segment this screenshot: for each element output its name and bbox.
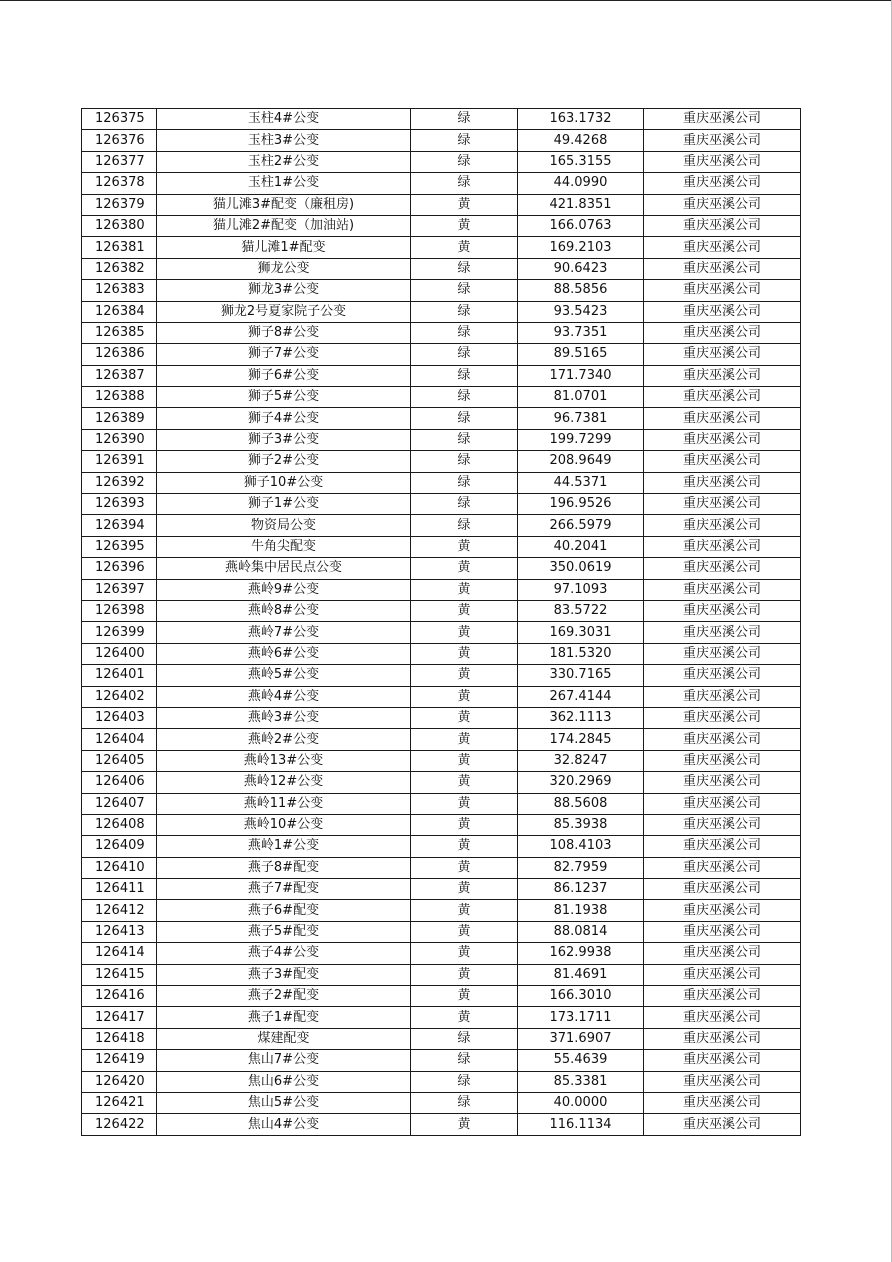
row-id-cell: 126417 [82,1007,157,1028]
status-color-cell: 黄 [411,707,518,728]
value-cell: 108.4103 [518,836,644,857]
table-row [82,109,801,130]
status-color-cell: 黄 [411,215,518,236]
status-color-cell: 黄 [411,237,518,258]
transformer-name-cell: 燕岭1#公变 [157,836,411,857]
row-id-cell: 126381 [82,237,157,258]
transformer-name-cell: 燕岭2#公变 [157,729,411,750]
status-color-cell: 绿 [411,173,518,194]
row-id-cell: 126400 [82,643,157,664]
company-cell: 重庆巫溪公司 [644,793,801,814]
company-cell: 重庆巫溪公司 [644,750,801,771]
row-id-cell: 126406 [82,772,157,793]
table-row [82,643,801,664]
row-id-cell: 126409 [82,836,157,857]
value-cell: 162.9938 [518,943,644,964]
transformer-name-cell: 燕岭7#公变 [157,622,411,643]
table-row [82,707,801,728]
company-cell: 重庆巫溪公司 [644,151,801,172]
transformer-name-cell: 狮子6#公变 [157,365,411,386]
company-cell: 重庆巫溪公司 [644,494,801,515]
value-cell: 88.5856 [518,280,644,301]
transformer-name-cell: 狮子1#公变 [157,494,411,515]
company-cell: 重庆巫溪公司 [644,622,801,643]
value-cell: 163.1732 [518,109,644,130]
company-cell: 重庆巫溪公司 [644,1092,801,1113]
company-cell: 重庆巫溪公司 [644,472,801,493]
value-cell: 166.3010 [518,986,644,1007]
status-color-cell: 绿 [411,472,518,493]
status-color-cell: 黄 [411,943,518,964]
status-color-cell: 黄 [411,772,518,793]
row-id-cell: 126411 [82,879,157,900]
value-cell: 97.1093 [518,579,644,600]
transformer-name-cell: 焦山5#公变 [157,1092,411,1113]
company-cell: 重庆巫溪公司 [644,344,801,365]
row-id-cell: 126377 [82,151,157,172]
value-cell: 171.7340 [518,365,644,386]
transformer-name-cell: 猫儿滩3#配变（廉租房) [157,194,411,215]
value-cell: 55.4639 [518,1050,644,1071]
value-cell: 165.3155 [518,151,644,172]
status-color-cell: 黄 [411,558,518,579]
company-cell: 重庆巫溪公司 [644,579,801,600]
row-id-cell: 126384 [82,301,157,322]
value-cell: 199.7299 [518,429,644,450]
table-row [82,814,801,835]
value-cell: 88.5608 [518,793,644,814]
transformer-name-cell: 狮龙2号夏家院子公变 [157,301,411,322]
row-id-cell: 126401 [82,665,157,686]
value-cell: 166.0763 [518,215,644,236]
status-color-cell: 黄 [411,814,518,835]
value-cell: 49.4268 [518,130,644,151]
value-cell: 96.7381 [518,408,644,429]
row-id-cell: 126410 [82,857,157,878]
table-row [82,344,801,365]
transformer-name-cell: 燕岭13#公变 [157,750,411,771]
transformer-name-cell: 煤建配变 [157,1028,411,1049]
transformer-name-cell: 狮子7#公变 [157,344,411,365]
table-row [82,1050,801,1071]
row-id-cell: 126396 [82,558,157,579]
table-row [82,1114,801,1135]
row-id-cell: 126393 [82,494,157,515]
transformer-name-cell: 燕岭6#公变 [157,643,411,664]
company-cell: 重庆巫溪公司 [644,322,801,343]
value-cell: 83.5722 [518,600,644,621]
table-row [82,1071,801,1092]
table-row [82,750,801,771]
company-cell: 重庆巫溪公司 [644,1071,801,1092]
company-cell: 重庆巫溪公司 [644,879,801,900]
company-cell: 重庆巫溪公司 [644,130,801,151]
row-id-cell: 126418 [82,1028,157,1049]
row-id-cell: 126383 [82,280,157,301]
status-color-cell: 黄 [411,194,518,215]
table-row [82,151,801,172]
company-cell: 重庆巫溪公司 [644,836,801,857]
status-color-cell: 绿 [411,451,518,472]
transformer-name-cell: 猫儿滩1#配变 [157,237,411,258]
company-cell: 重庆巫溪公司 [644,643,801,664]
row-id-cell: 126398 [82,600,157,621]
transformer-name-cell: 玉柱2#公变 [157,151,411,172]
value-cell: 90.6423 [518,258,644,279]
row-id-cell: 126413 [82,921,157,942]
status-color-cell: 黄 [411,750,518,771]
table-row [82,857,801,878]
transformer-name-cell: 燕子2#配变 [157,986,411,1007]
value-cell: 93.7351 [518,322,644,343]
status-color-cell: 绿 [411,429,518,450]
company-cell: 重庆巫溪公司 [644,772,801,793]
company-cell: 重庆巫溪公司 [644,237,801,258]
table-row [82,579,801,600]
row-id-cell: 126379 [82,194,157,215]
row-id-cell: 126408 [82,814,157,835]
transformer-name-cell: 玉柱3#公变 [157,130,411,151]
table-row [82,408,801,429]
table-row [82,237,801,258]
page-top-rule [0,0,892,1]
value-cell: 81.0701 [518,387,644,408]
status-color-cell: 绿 [411,280,518,301]
table-row [82,943,801,964]
transformer-name-cell: 狮子5#公变 [157,387,411,408]
table-row [82,921,801,942]
value-cell: 330.7165 [518,665,644,686]
company-cell: 重庆巫溪公司 [644,900,801,921]
value-cell: 169.3031 [518,622,644,643]
status-color-cell: 绿 [411,365,518,386]
row-id-cell: 126420 [82,1071,157,1092]
value-cell: 173.1711 [518,1007,644,1028]
row-id-cell: 126391 [82,451,157,472]
value-cell: 196.9526 [518,494,644,515]
row-id-cell: 126385 [82,322,157,343]
table-row [82,558,801,579]
value-cell: 320.2969 [518,772,644,793]
company-cell: 重庆巫溪公司 [644,215,801,236]
transformer-name-cell: 燕岭集中居民点公变 [157,558,411,579]
company-cell: 重庆巫溪公司 [644,986,801,1007]
table-row [82,1007,801,1028]
company-cell: 重庆巫溪公司 [644,729,801,750]
table-row [82,387,801,408]
company-cell: 重庆巫溪公司 [644,665,801,686]
status-color-cell: 黄 [411,836,518,857]
transformer-name-cell: 燕岭11#公变 [157,793,411,814]
transformer-name-cell: 燕子5#配变 [157,921,411,942]
transformer-name-cell: 燕子6#配变 [157,900,411,921]
company-cell: 重庆巫溪公司 [644,194,801,215]
row-id-cell: 126416 [82,986,157,1007]
company-cell: 重庆巫溪公司 [644,943,801,964]
table-row [82,280,801,301]
row-id-cell: 126412 [82,900,157,921]
status-color-cell: 黄 [411,622,518,643]
status-color-cell: 绿 [411,1028,518,1049]
company-cell: 重庆巫溪公司 [644,600,801,621]
value-cell: 82.7959 [518,857,644,878]
row-id-cell: 126386 [82,344,157,365]
company-cell: 重庆巫溪公司 [644,1114,801,1135]
row-id-cell: 126407 [82,793,157,814]
status-color-cell: 黄 [411,1007,518,1028]
value-cell: 350.0619 [518,558,644,579]
status-color-cell: 黄 [411,665,518,686]
transformer-name-cell: 燕岭8#公变 [157,600,411,621]
transformer-name-cell: 狮龙公变 [157,258,411,279]
value-cell: 32.8247 [518,750,644,771]
table-row [82,301,801,322]
value-cell: 89.5165 [518,344,644,365]
company-cell: 重庆巫溪公司 [644,258,801,279]
value-cell: 421.8351 [518,194,644,215]
company-cell: 重庆巫溪公司 [644,857,801,878]
company-cell: 重庆巫溪公司 [644,686,801,707]
status-color-cell: 黄 [411,857,518,878]
table-row [82,836,801,857]
transformer-name-cell: 焦山4#公变 [157,1114,411,1135]
company-cell: 重庆巫溪公司 [644,964,801,985]
row-id-cell: 126376 [82,130,157,151]
transformer-name-cell: 玉柱4#公变 [157,109,411,130]
status-color-cell: 绿 [411,1092,518,1113]
status-color-cell: 绿 [411,387,518,408]
company-cell: 重庆巫溪公司 [644,814,801,835]
value-cell: 267.4144 [518,686,644,707]
status-color-cell: 黄 [411,729,518,750]
row-id-cell: 126399 [82,622,157,643]
transformer-name-cell: 燕子3#配变 [157,964,411,985]
status-color-cell: 黄 [411,579,518,600]
status-color-cell: 黄 [411,600,518,621]
row-id-cell: 126414 [82,943,157,964]
row-id-cell: 126380 [82,215,157,236]
row-id-cell: 126389 [82,408,157,429]
company-cell: 重庆巫溪公司 [644,301,801,322]
status-color-cell: 绿 [411,408,518,429]
transformer-name-cell: 燕岭5#公变 [157,665,411,686]
company-cell: 重庆巫溪公司 [644,451,801,472]
transformer-name-cell: 牛角尖配变 [157,536,411,557]
transformer-name-cell: 狮子2#公变 [157,451,411,472]
company-cell: 重庆巫溪公司 [644,1028,801,1049]
row-id-cell: 126419 [82,1050,157,1071]
value-cell: 85.3381 [518,1071,644,1092]
row-id-cell: 126405 [82,750,157,771]
value-cell: 44.0990 [518,173,644,194]
transformer-name-cell: 猫儿滩2#配变（加油站) [157,215,411,236]
status-color-cell: 黄 [411,643,518,664]
table-row [82,472,801,493]
table-row [82,686,801,707]
table-row [82,665,801,686]
table-row [82,900,801,921]
transformer-name-cell: 物资局公变 [157,515,411,536]
value-cell: 208.9649 [518,451,644,472]
status-color-cell: 绿 [411,258,518,279]
table-row [82,1092,801,1113]
transformer-name-cell: 燕岭9#公变 [157,579,411,600]
transformer-name-cell: 燕岭4#公变 [157,686,411,707]
transformer-name-cell: 燕岭12#公变 [157,772,411,793]
table-row [82,194,801,215]
value-cell: 81.1938 [518,900,644,921]
transformer-name-cell: 焦山7#公变 [157,1050,411,1071]
transformer-name-cell: 燕子1#配变 [157,1007,411,1028]
table-row [82,964,801,985]
row-id-cell: 126388 [82,387,157,408]
table-row [82,258,801,279]
company-cell: 重庆巫溪公司 [644,1007,801,1028]
transformer-name-cell: 焦山6#公变 [157,1071,411,1092]
company-cell: 重庆巫溪公司 [644,408,801,429]
status-color-cell: 黄 [411,964,518,985]
value-cell: 40.2041 [518,536,644,557]
company-cell: 重庆巫溪公司 [644,536,801,557]
table-row [82,600,801,621]
company-cell: 重庆巫溪公司 [644,921,801,942]
value-cell: 40.0000 [518,1092,644,1113]
table-row [82,879,801,900]
company-cell: 重庆巫溪公司 [644,365,801,386]
value-cell: 181.5320 [518,643,644,664]
status-color-cell: 绿 [411,515,518,536]
status-color-cell: 绿 [411,322,518,343]
company-cell: 重庆巫溪公司 [644,558,801,579]
table-row [82,986,801,1007]
value-cell: 362.1113 [518,707,644,728]
row-id-cell: 126402 [82,686,157,707]
table-row [82,622,801,643]
row-id-cell: 126375 [82,109,157,130]
row-id-cell: 126415 [82,964,157,985]
row-id-cell: 126392 [82,472,157,493]
transformer-name-cell: 燕子8#配变 [157,857,411,878]
row-id-cell: 126421 [82,1092,157,1113]
status-color-cell: 绿 [411,494,518,515]
transformer-name-cell: 燕岭10#公变 [157,814,411,835]
status-color-cell: 绿 [411,344,518,365]
status-color-cell: 黄 [411,1114,518,1135]
status-color-cell: 黄 [411,536,518,557]
status-color-cell: 黄 [411,921,518,942]
company-cell: 重庆巫溪公司 [644,515,801,536]
value-cell: 85.3938 [518,814,644,835]
status-color-cell: 黄 [411,879,518,900]
row-id-cell: 126403 [82,707,157,728]
table-row [82,515,801,536]
transformer-name-cell: 狮子8#公变 [157,322,411,343]
value-cell: 116.1134 [518,1114,644,1135]
transformer-name-cell: 燕岭3#公变 [157,707,411,728]
row-id-cell: 126394 [82,515,157,536]
transformer-name-cell: 狮龙3#公变 [157,280,411,301]
value-cell: 266.5979 [518,515,644,536]
value-cell: 169.2103 [518,237,644,258]
value-cell: 174.2845 [518,729,644,750]
company-cell: 重庆巫溪公司 [644,109,801,130]
company-cell: 重庆巫溪公司 [644,173,801,194]
table-row [82,322,801,343]
value-cell: 44.5371 [518,472,644,493]
status-color-cell: 黄 [411,900,518,921]
transformer-name-cell: 狮子4#公变 [157,408,411,429]
transformer-table-body [82,109,801,1136]
status-color-cell: 黄 [411,793,518,814]
transformer-name-cell: 狮子3#公变 [157,429,411,450]
value-cell: 81.4691 [518,964,644,985]
row-id-cell: 126382 [82,258,157,279]
table-row [82,173,801,194]
status-color-cell: 绿 [411,1071,518,1092]
table-row [82,429,801,450]
row-id-cell: 126395 [82,536,157,557]
value-cell: 371.6907 [518,1028,644,1049]
status-color-cell: 黄 [411,986,518,1007]
table-row [82,451,801,472]
value-cell: 86.1237 [518,879,644,900]
transformer-name-cell: 燕子4#公变 [157,943,411,964]
company-cell: 重庆巫溪公司 [644,280,801,301]
table-row [82,365,801,386]
company-cell: 重庆巫溪公司 [644,707,801,728]
table-row [82,793,801,814]
status-color-cell: 黄 [411,686,518,707]
table-row [82,494,801,515]
value-cell: 93.5423 [518,301,644,322]
status-color-cell: 绿 [411,130,518,151]
table-row [82,536,801,557]
table-row [82,130,801,151]
table-row [82,772,801,793]
row-id-cell: 126404 [82,729,157,750]
value-cell: 88.0814 [518,921,644,942]
row-id-cell: 126397 [82,579,157,600]
transformer-name-cell: 燕子7#配变 [157,879,411,900]
status-color-cell: 绿 [411,301,518,322]
row-id-cell: 126378 [82,173,157,194]
status-color-cell: 绿 [411,109,518,130]
table-row [82,215,801,236]
status-color-cell: 绿 [411,151,518,172]
company-cell: 重庆巫溪公司 [644,387,801,408]
transformer-name-cell: 玉柱1#公变 [157,173,411,194]
transformer-table [81,108,801,1136]
status-color-cell: 绿 [411,1050,518,1071]
row-id-cell: 126387 [82,365,157,386]
transformer-name-cell: 狮子10#公变 [157,472,411,493]
row-id-cell: 126390 [82,429,157,450]
company-cell: 重庆巫溪公司 [644,429,801,450]
table-row [82,729,801,750]
company-cell: 重庆巫溪公司 [644,1050,801,1071]
table-row [82,1028,801,1049]
row-id-cell: 126422 [82,1114,157,1135]
